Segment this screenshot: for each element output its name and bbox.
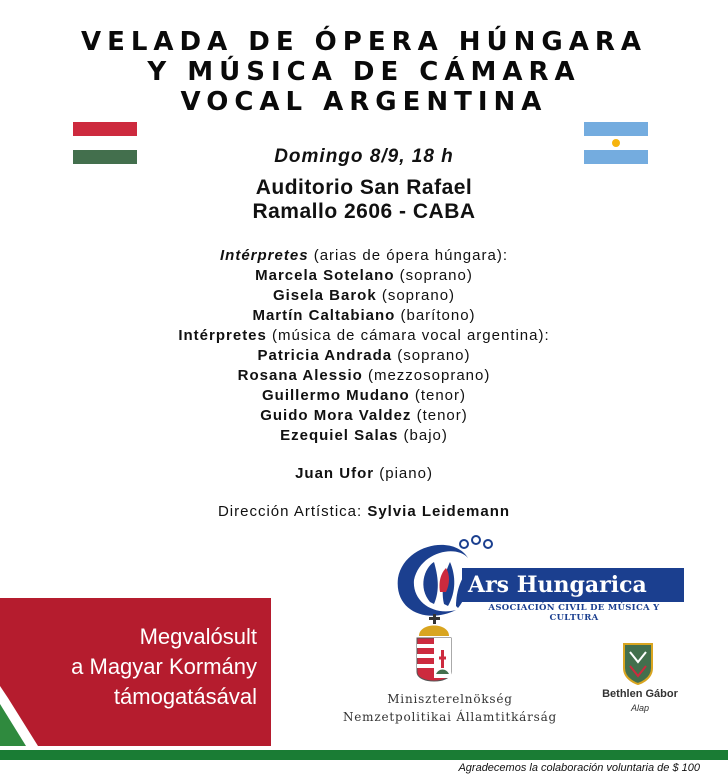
- section-2-heading: Intérpretes (música de cámara vocal argentina):: [178, 327, 550, 344]
- support-line-3: támogatásával: [113, 684, 257, 709]
- government-support-panel: [0, 598, 271, 746]
- support-line-1: Megvalósult: [139, 624, 257, 649]
- event-date: Domingo 8/9, 18 h: [274, 146, 454, 167]
- bethlen-gabor-subtitle: Alap: [630, 703, 649, 713]
- performer: Ezequiel Salas (bajo): [280, 427, 448, 444]
- pianist: Juan Ufor (piano): [295, 465, 433, 482]
- performer: Patricia Andrada (soprano): [257, 347, 471, 364]
- performer: Marcela Sotelano (soprano): [255, 267, 473, 284]
- performer: Guillermo Mudano (tenor): [261, 387, 467, 404]
- title-line-3: VOCAL ARGENTINA: [180, 87, 548, 117]
- ars-hungarica-name: Ars Hungarica: [462, 568, 684, 602]
- footer-bar: [0, 750, 728, 760]
- bethlen-gabor-name: Bethlen Gábor: [602, 688, 678, 700]
- support-line-2: a Magyar Kormány: [71, 654, 257, 679]
- title-line-1: VELADA DE ÓPERA HÚNGARA: [80, 27, 648, 57]
- performer: Rosana Alessio (mezzosoprano): [237, 367, 491, 384]
- hungarian-coat-of-arms-icon: [413, 612, 455, 692]
- footer-note: Agradecemos la colaboración voluntaria de $ 100: [458, 762, 700, 774]
- ars-hungarica-subtitle: ASOCIACIÓN CIVIL DE MÚSICA Y CULTURA: [488, 603, 660, 623]
- program: [0, 246, 728, 522]
- ministry-name: Miniszterelnökség Nemzetpolitikai Államtitkárság: [342, 692, 558, 724]
- venue-address: Ramallo 2606 - CABA: [252, 200, 476, 223]
- artistic-direction: Dirección Artística: Sylvia Leidemann: [217, 503, 511, 520]
- bethlen-gabor-logo-icon: [620, 640, 656, 686]
- performer: Gisela Barok (soprano): [272, 287, 456, 304]
- title-line-2: Y MÚSICA DE CÁMARA: [147, 57, 581, 87]
- performer: Martín Caltabiano (barítono): [252, 307, 476, 324]
- performer: Guido Mora Valdez (tenor): [260, 407, 468, 424]
- venue-name: Auditorio San Rafael: [255, 176, 473, 199]
- section-1-heading: Intérpretes (arias de ópera húngara):: [220, 247, 508, 264]
